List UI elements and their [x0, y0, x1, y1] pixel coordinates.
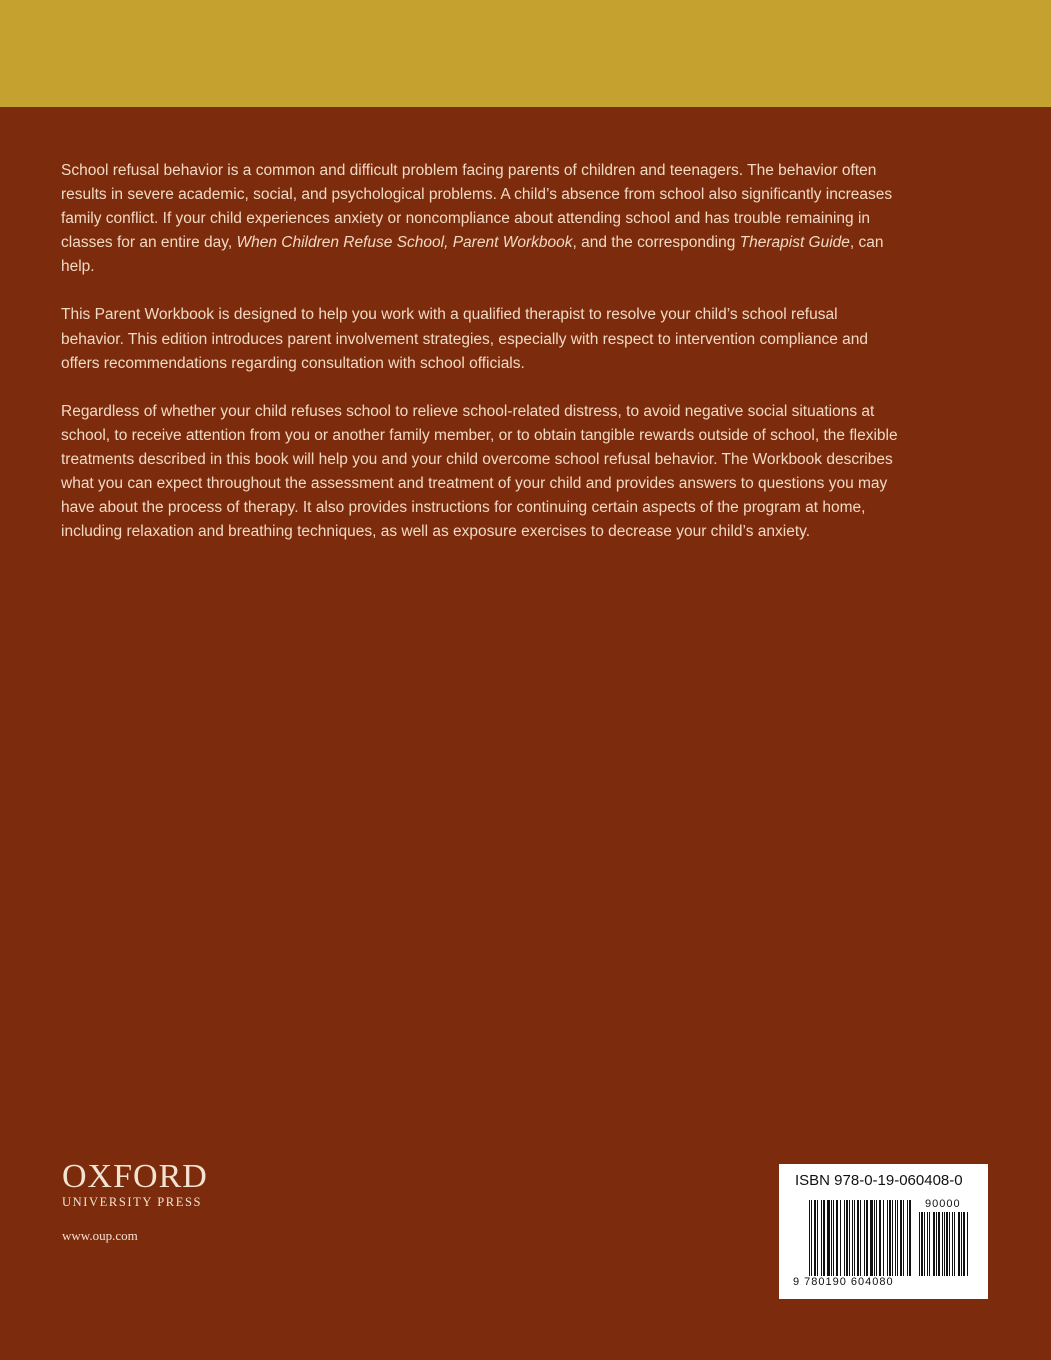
- barcode-bar: [836, 1200, 838, 1276]
- barcode-bar: [883, 1200, 884, 1276]
- barcode-bar: [907, 1200, 908, 1276]
- barcode-bar: [879, 1200, 881, 1276]
- barcode-bar: [936, 1212, 937, 1276]
- blurb-text: , and the corresponding: [572, 234, 740, 252]
- barcode-bar: [961, 1212, 962, 1276]
- barcode-bar: [876, 1200, 877, 1276]
- barcode-bar: [952, 1212, 953, 1276]
- addon-barcode-bars: [919, 1212, 969, 1276]
- barcode-bar: [897, 1200, 898, 1276]
- university-press-label: UNIVERSITY PRESS: [62, 1195, 203, 1209]
- ean-digits: 9 780190 604080: [793, 1276, 894, 1288]
- barcode-bar: [827, 1200, 830, 1276]
- therapist-guide-italic: Therapist Guide: [739, 234, 850, 252]
- barcode-bar: [811, 1200, 812, 1276]
- isbn-number: ISBN 978-0-19-060408-0: [795, 1172, 963, 1189]
- barcode-bar: [854, 1200, 855, 1276]
- barcode-bar: [814, 1200, 816, 1276]
- top-color-band: [0, 0, 1051, 107]
- barcode-bar: [942, 1212, 943, 1276]
- barcode-bar: [823, 1200, 825, 1276]
- barcode-bar: [874, 1200, 875, 1276]
- barcode-bar: [958, 1212, 960, 1276]
- barcode-bar: [844, 1200, 845, 1276]
- barcode-bar: [909, 1200, 911, 1276]
- barcode-bar: [900, 1200, 902, 1276]
- barcode-bar: [857, 1200, 859, 1276]
- barcode-bar: [967, 1212, 968, 1276]
- barcode-bar: [817, 1200, 818, 1276]
- barcode-bar: [809, 1200, 810, 1276]
- isbn-barcode: [779, 1164, 988, 1299]
- barcode-bar: [938, 1212, 940, 1276]
- blurb-text: , can help.: [61, 234, 884, 276]
- barcode-bar: [892, 1200, 893, 1276]
- back-cover-blurb: [61, 159, 901, 568]
- blurb-paragraph-3: Regardless of whether your child refuses school to relieve school-related distress, to avoid negative social situations at school, to receive attention from you or another family member, or to obtain tangible rewards outside of school, the flexible treatments described in this book will help you and your child overcome school refusal behavior. The Workbook describes what you can expect throughout the assessment and treatment of your child and provides answers to questions you may have about the process of therapy. It also provides instructions for continuing certain aspects of the program at home, including relaxation and breathing techniques, as well as exposure exercises to decrease your child’s anxiety.: [61, 402, 898, 541]
- barcode-bar: [949, 1212, 950, 1276]
- book-title-italic: When Children Refuse School, Parent Workbook: [236, 234, 573, 252]
- barcode-bar: [831, 1200, 832, 1276]
- barcode-bar: [864, 1200, 865, 1276]
- blurb-text: School refusal behavior is a common and difficult problem facing parents of children and teenagers. The behavior often results in severe academic, social, and psychological problems. A child’s absence from school also significantly increases family conflict. If your child experiences anxiety or noncompliance about attending school and has trouble remaining in classes for an entire day,: [61, 162, 893, 252]
- barcode-bar: [852, 1200, 853, 1276]
- barcode-bar: [821, 1200, 822, 1276]
- barcode-bar: [944, 1212, 945, 1276]
- barcode-bar: [946, 1212, 948, 1276]
- barcode-bar: [846, 1200, 848, 1276]
- barcode-bar: [887, 1200, 888, 1276]
- barcode-bar: [870, 1200, 873, 1276]
- barcode-bar: [933, 1212, 935, 1276]
- barcode-bar: [833, 1200, 834, 1276]
- blurb-paragraph-2: This Parent Workbook is designed to help you work with a qualified therapist to resolve your child’s school refusal behavior. This edition introduces parent involvement strategies, especially with respect to intervention compliance and offers recommendations regarding consultation with school officials.: [61, 306, 869, 372]
- barcode-bar: [954, 1212, 955, 1276]
- barcode-bar: [919, 1212, 920, 1276]
- barcode-bar: [929, 1212, 930, 1276]
- oxford-logo: OXFORD: [62, 1158, 208, 1195]
- barcode-bar: [889, 1200, 891, 1276]
- barcode-bar: [963, 1212, 965, 1276]
- blurb-paragraph-1: [61, 159, 901, 279]
- barcode-bar: [849, 1200, 850, 1276]
- price-addon-digits: 90000: [925, 1198, 961, 1210]
- barcode-bar: [866, 1200, 868, 1276]
- ean-barcode-bars: [809, 1200, 913, 1276]
- barcode-bar: [860, 1200, 861, 1276]
- barcode-bar: [924, 1212, 925, 1276]
- barcode-bar: [927, 1212, 928, 1276]
- barcode-bar: [921, 1212, 923, 1276]
- barcode-bar: [840, 1200, 841, 1276]
- barcode-bar: [903, 1200, 904, 1276]
- barcode-bar: [895, 1200, 896, 1276]
- publisher-url: www.oup.com: [62, 1228, 138, 1243]
- publisher-block: [62, 1160, 208, 1244]
